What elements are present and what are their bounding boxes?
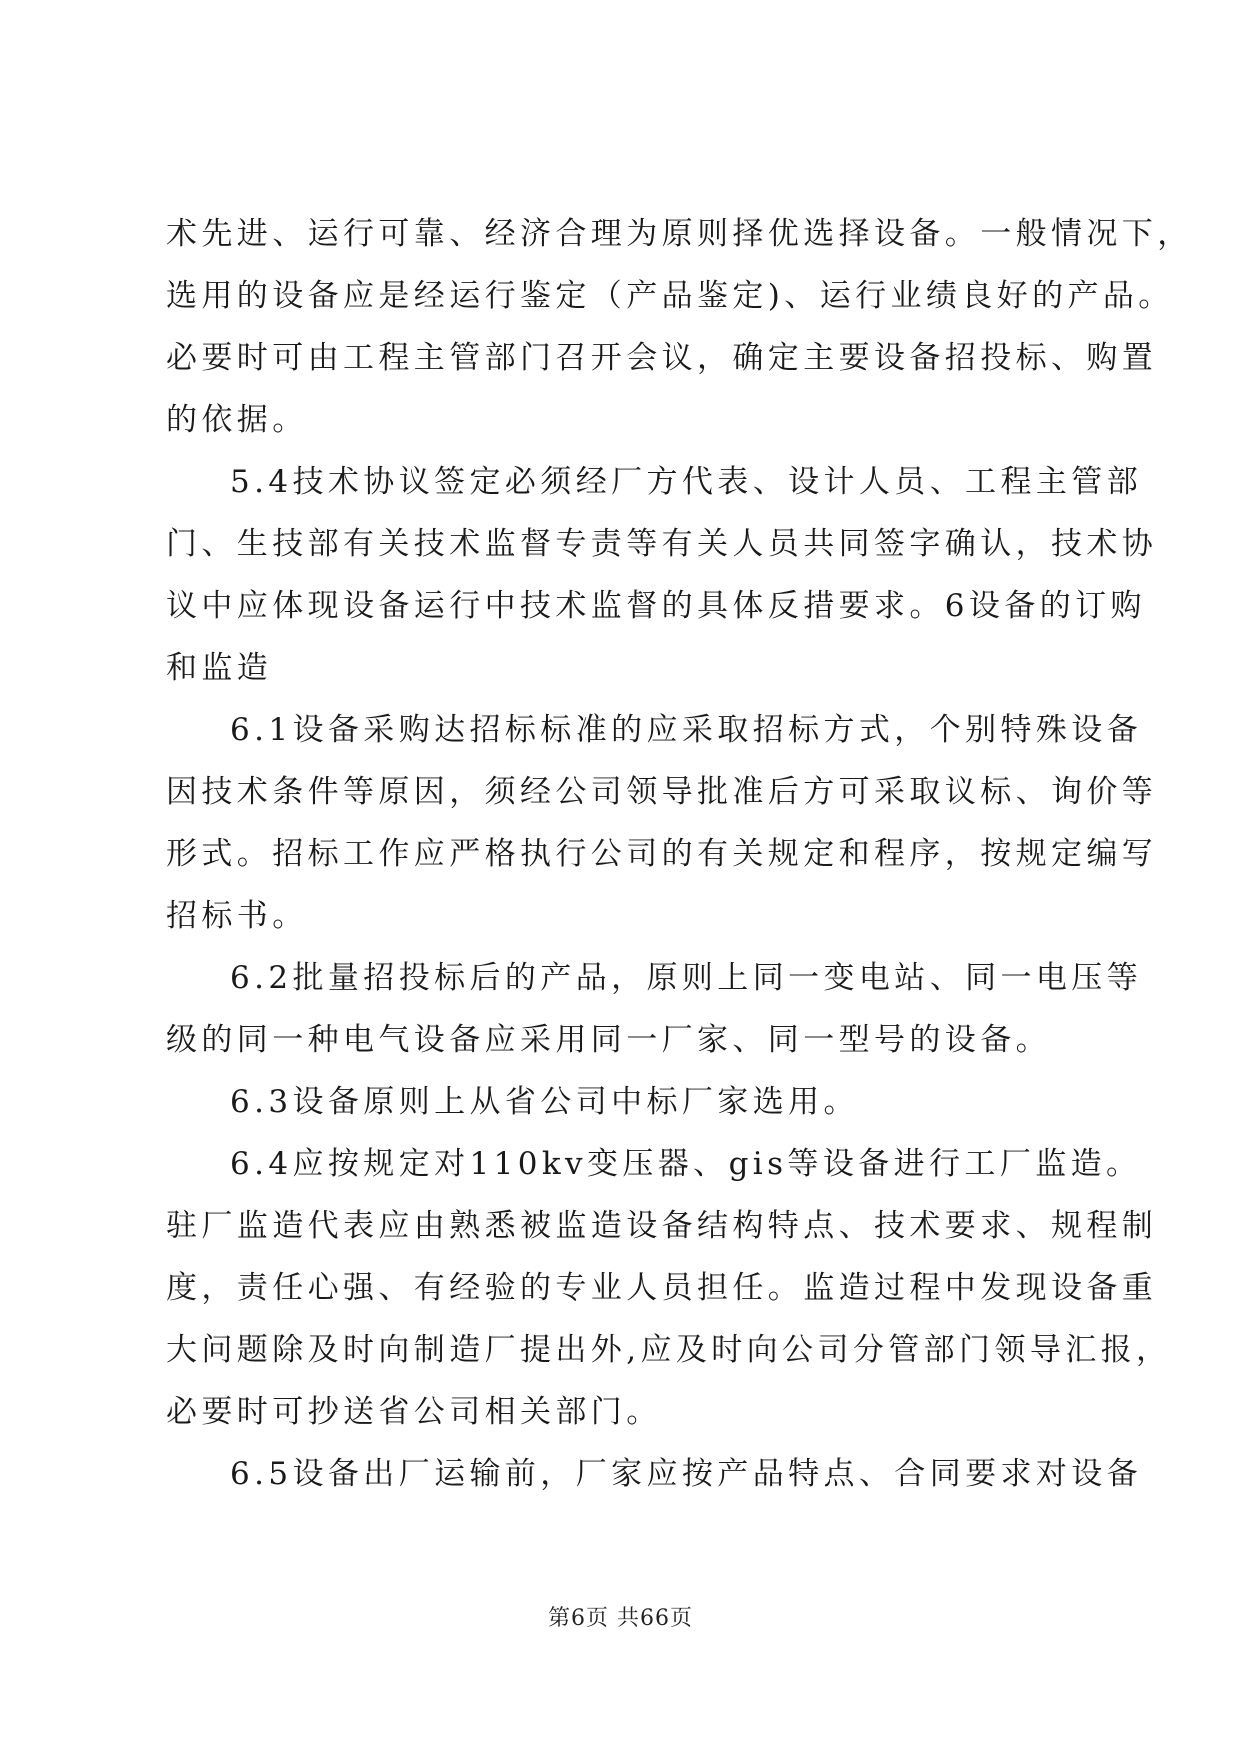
text-line: 大问题除及时向制造厂提出外,应及时向公司分管部门领导汇报， bbox=[166, 1332, 1172, 1368]
paragraph-start-line: 6.3设备原则上从省公司中标厂家选用。 bbox=[230, 1084, 859, 1120]
text-line: 议中应体现设备运行中技术监督的具体反措要求。6设备的订购 bbox=[166, 588, 1146, 624]
paragraph-start-line: 5.4技术协议签定必须经厂方代表、设计人员、工程主管部 bbox=[230, 464, 1143, 500]
text-line: 度，责任心强、有经验的专业人员担任。监造过程中发现设备重 bbox=[166, 1270, 1158, 1306]
text-line: 选用的设备应是经运行鉴定（产品鉴定)、运行业绩良好的产品。 bbox=[166, 278, 1174, 314]
text-line: 因技术条件等原因，须经公司领导批准后方可采取议标、询价等 bbox=[166, 774, 1158, 810]
text-line: 门、生技部有关技术监督专责等有关人员共同签字确认，技术协 bbox=[166, 526, 1158, 562]
text-line: 的依据。 bbox=[166, 402, 308, 438]
text-line: 必要时可由工程主管部门召开会议，确定主要设备招投标、购置 bbox=[166, 340, 1158, 376]
paragraph-start-line: 6.1设备采购达招标标准的应采取招标方式，个别特殊设备 bbox=[230, 712, 1143, 748]
text-line: 招标书。 bbox=[166, 898, 308, 934]
paragraph-start-line: 6.5设备出厂运输前，厂家应按产品特点、合同要求对设备 bbox=[230, 1456, 1143, 1492]
paragraph-start-line: 6.2批量招投标后的产品，原则上同一变电站、同一电压等 bbox=[230, 960, 1143, 996]
page-number-footer: 第6页 共66页 bbox=[548, 1606, 693, 1631]
text-line: 级的同一种电气设备应采用同一厂家、同一型号的设备。 bbox=[166, 1022, 1051, 1058]
paragraph-start-line: 6.4应按规定对110kv变压器、gis等设备进行工厂监造。 bbox=[230, 1146, 1142, 1182]
text-line: 必要时可抄送省公司相关部门。 bbox=[166, 1394, 662, 1430]
text-line: 和监造 bbox=[166, 650, 273, 686]
text-line: 形式。招标工作应严格执行公司的有关规定和程序，按规定编写 bbox=[166, 836, 1158, 872]
text-line: 术先进、运行可靠、经济合理为原则择优选择设备。一般情况下， bbox=[166, 216, 1193, 252]
text-line: 驻厂监造代表应由熟悉被监造设备结构特点、技术要求、规程制 bbox=[166, 1208, 1158, 1244]
